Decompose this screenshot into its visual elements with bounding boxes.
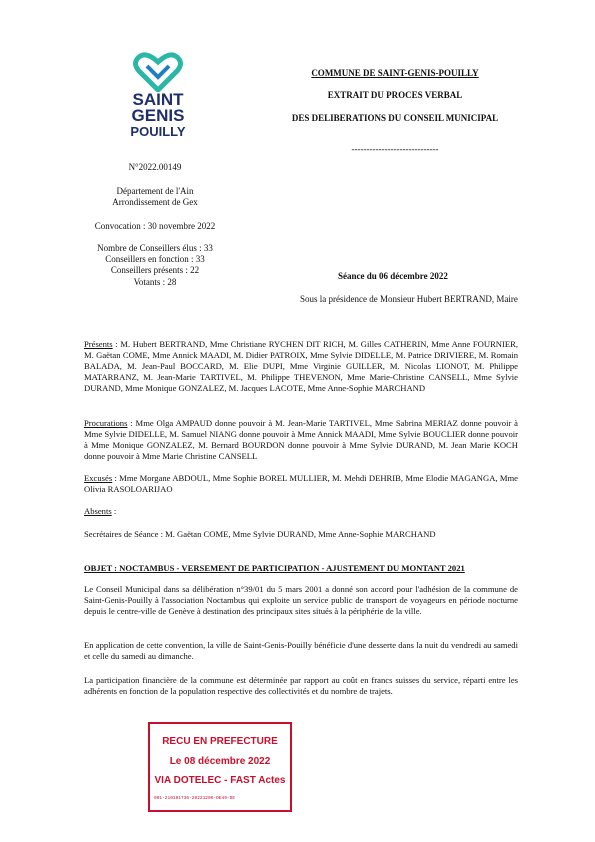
- absents-text: :: [111, 506, 117, 516]
- presents-label: Présents: [84, 339, 113, 349]
- excuses-paragraph: [84, 473, 518, 495]
- presents-text: : M. Hubert BERTRAND, Mme Christiane RYCHEN DIT RICH, M. Gilles CATHERIN, Mme Anne FOURNIER, M. Gaëtan COME, Mme Annick MAADI, M. Didier PATROIX, Mme Sylvie DIDELLE, M. Patrice DRIVIERE, M. Romain BALADA, M. Jean-Paul BOCCARD, M. Elie DUPI, Mme Virginie GUILLER, M. Nicolas LIONOT, M. Philippe MATARRANZ, M. Jean-Marie TARTIVEL, M. Philippe THEVENON, Mme Marie-Christine CANSELL, Mme Sylvie DURAND, Mme Monique GONZALEZ, M. Jacques LACOTE, Mme Anne-Sophie MARCHAND: [84, 339, 518, 393]
- body-paragraph-1: Le Conseil Municipal dans sa délibération n°39/01 du 5 mars 2001 a donné son accord pour l'adhésion de la commune de Saint-Genis-Pouilly à l'association Noctambus qui exploite un service public de transport de voyageurs en période nocturne depuis le centre-ville de Genève à destination des principaux sites situés à la périphérie de la ville.: [84, 584, 518, 616]
- prefecture-stamp: [148, 722, 292, 812]
- presents-paragraph: [84, 339, 518, 394]
- header-commune: COMMUNE DE SAINT-GENIS-POUILLY: [311, 68, 479, 78]
- excuses-label: Excusés: [84, 473, 113, 483]
- conseillers-fonction: Conseillers en fonction : 33: [105, 254, 205, 264]
- seance-title: Séance du 06 décembre 2022: [338, 271, 448, 281]
- stamp-line3: VIA DOTELEC - FAST Actes: [154, 775, 286, 786]
- stamp-code: 001-210101736-20221206-DE49-DE: [154, 796, 236, 801]
- logo-line1: SAINT: [132, 90, 184, 109]
- absents-paragraph: [84, 506, 518, 517]
- heart-logo-icon: [133, 52, 183, 92]
- objet-title: OBJET : NOCTAMBUS - VERSEMENT DE PARTICIPATION - AJUSTEMENT DU MONTANT 2021: [84, 563, 465, 573]
- stamp-line2: Le 08 décembre 2022: [169, 756, 271, 767]
- logo-line2: GENIS: [131, 106, 185, 125]
- departement: Département de l'Ain: [116, 186, 194, 196]
- convocation: Convocation : 30 novembre 2022: [94, 221, 216, 231]
- conseillers-elus: Nombre de Conseillers élus : 33: [97, 243, 213, 253]
- seance-presidence: Sous la présidence de Monsieur Hubert BERTRAND, Maire: [300, 294, 518, 304]
- conseillers-presents: Conseillers présents : 22: [110, 265, 200, 275]
- procurations-text: : Mme Olga AMPAUD donne pouvoir à M. Jean-Marie TARTIVEL, Mme Sabrina MERIAZ donne pouvoir à Mme Sylvie DIDELLE, M. Samuel NIANG donne pouvoir à Mme Annick MAADI, Mme Sylvie BOUCLIER donne pouvoir à Mme Monique GONZALEZ, M. Bernard BOURDON donne pouvoir à Mme Sylvie DURAND, M. Jean Marie KOCH donne pouvoir à Mme Marie Christine CANSELL: [84, 418, 518, 461]
- secretaires: Secrétaires de Séance : M. Gaëtan COME, Mme Sylvie DURAND, Mme Anne-Sophie MARCHAND: [84, 529, 436, 539]
- excuses-text: : Mme Morgane ABDOUL, Mme Sophie BOREL MULLIER, M. Mehdi DEHRIB, Mme Elodie MAGANGA, Mme Olivia RASOLOARIJAO: [84, 473, 518, 494]
- header-extrait: EXTRAIT DU PROCES VERBAL: [327, 90, 463, 100]
- deliberation-number: N°2022.00149: [128, 162, 182, 172]
- header-deliberations: DES DELIBERATIONS DU CONSEIL MUNICIPAL: [291, 113, 499, 123]
- votants: Votants : 28: [133, 277, 177, 287]
- body-paragraph-3: La participation financière de la commune est déterminée par rapport au coût en francs suisses du service, réparti entre les adhérents en fonction de la population respective des collectivités et du nombre de trajets.: [84, 675, 518, 696]
- procurations-label: Procurations: [84, 418, 128, 428]
- procurations-paragraph: [84, 418, 518, 462]
- arrondissement: Arrondissement de Gex: [112, 197, 198, 207]
- logo-line3: POUILLY: [130, 124, 186, 139]
- commune-logo: [116, 52, 206, 140]
- absents-label: Absents: [84, 506, 112, 516]
- body-paragraph-2: En application de cette convention, la ville de Saint-Genis-Pouilly bénéficie d'une desserte dans la nuit du vendredi au samedi et celle du samedi au dimanche.: [84, 640, 518, 661]
- stamp-line1: RECU EN PREFECTURE: [162, 736, 278, 747]
- header-rule: -----------------------------: [351, 144, 439, 154]
